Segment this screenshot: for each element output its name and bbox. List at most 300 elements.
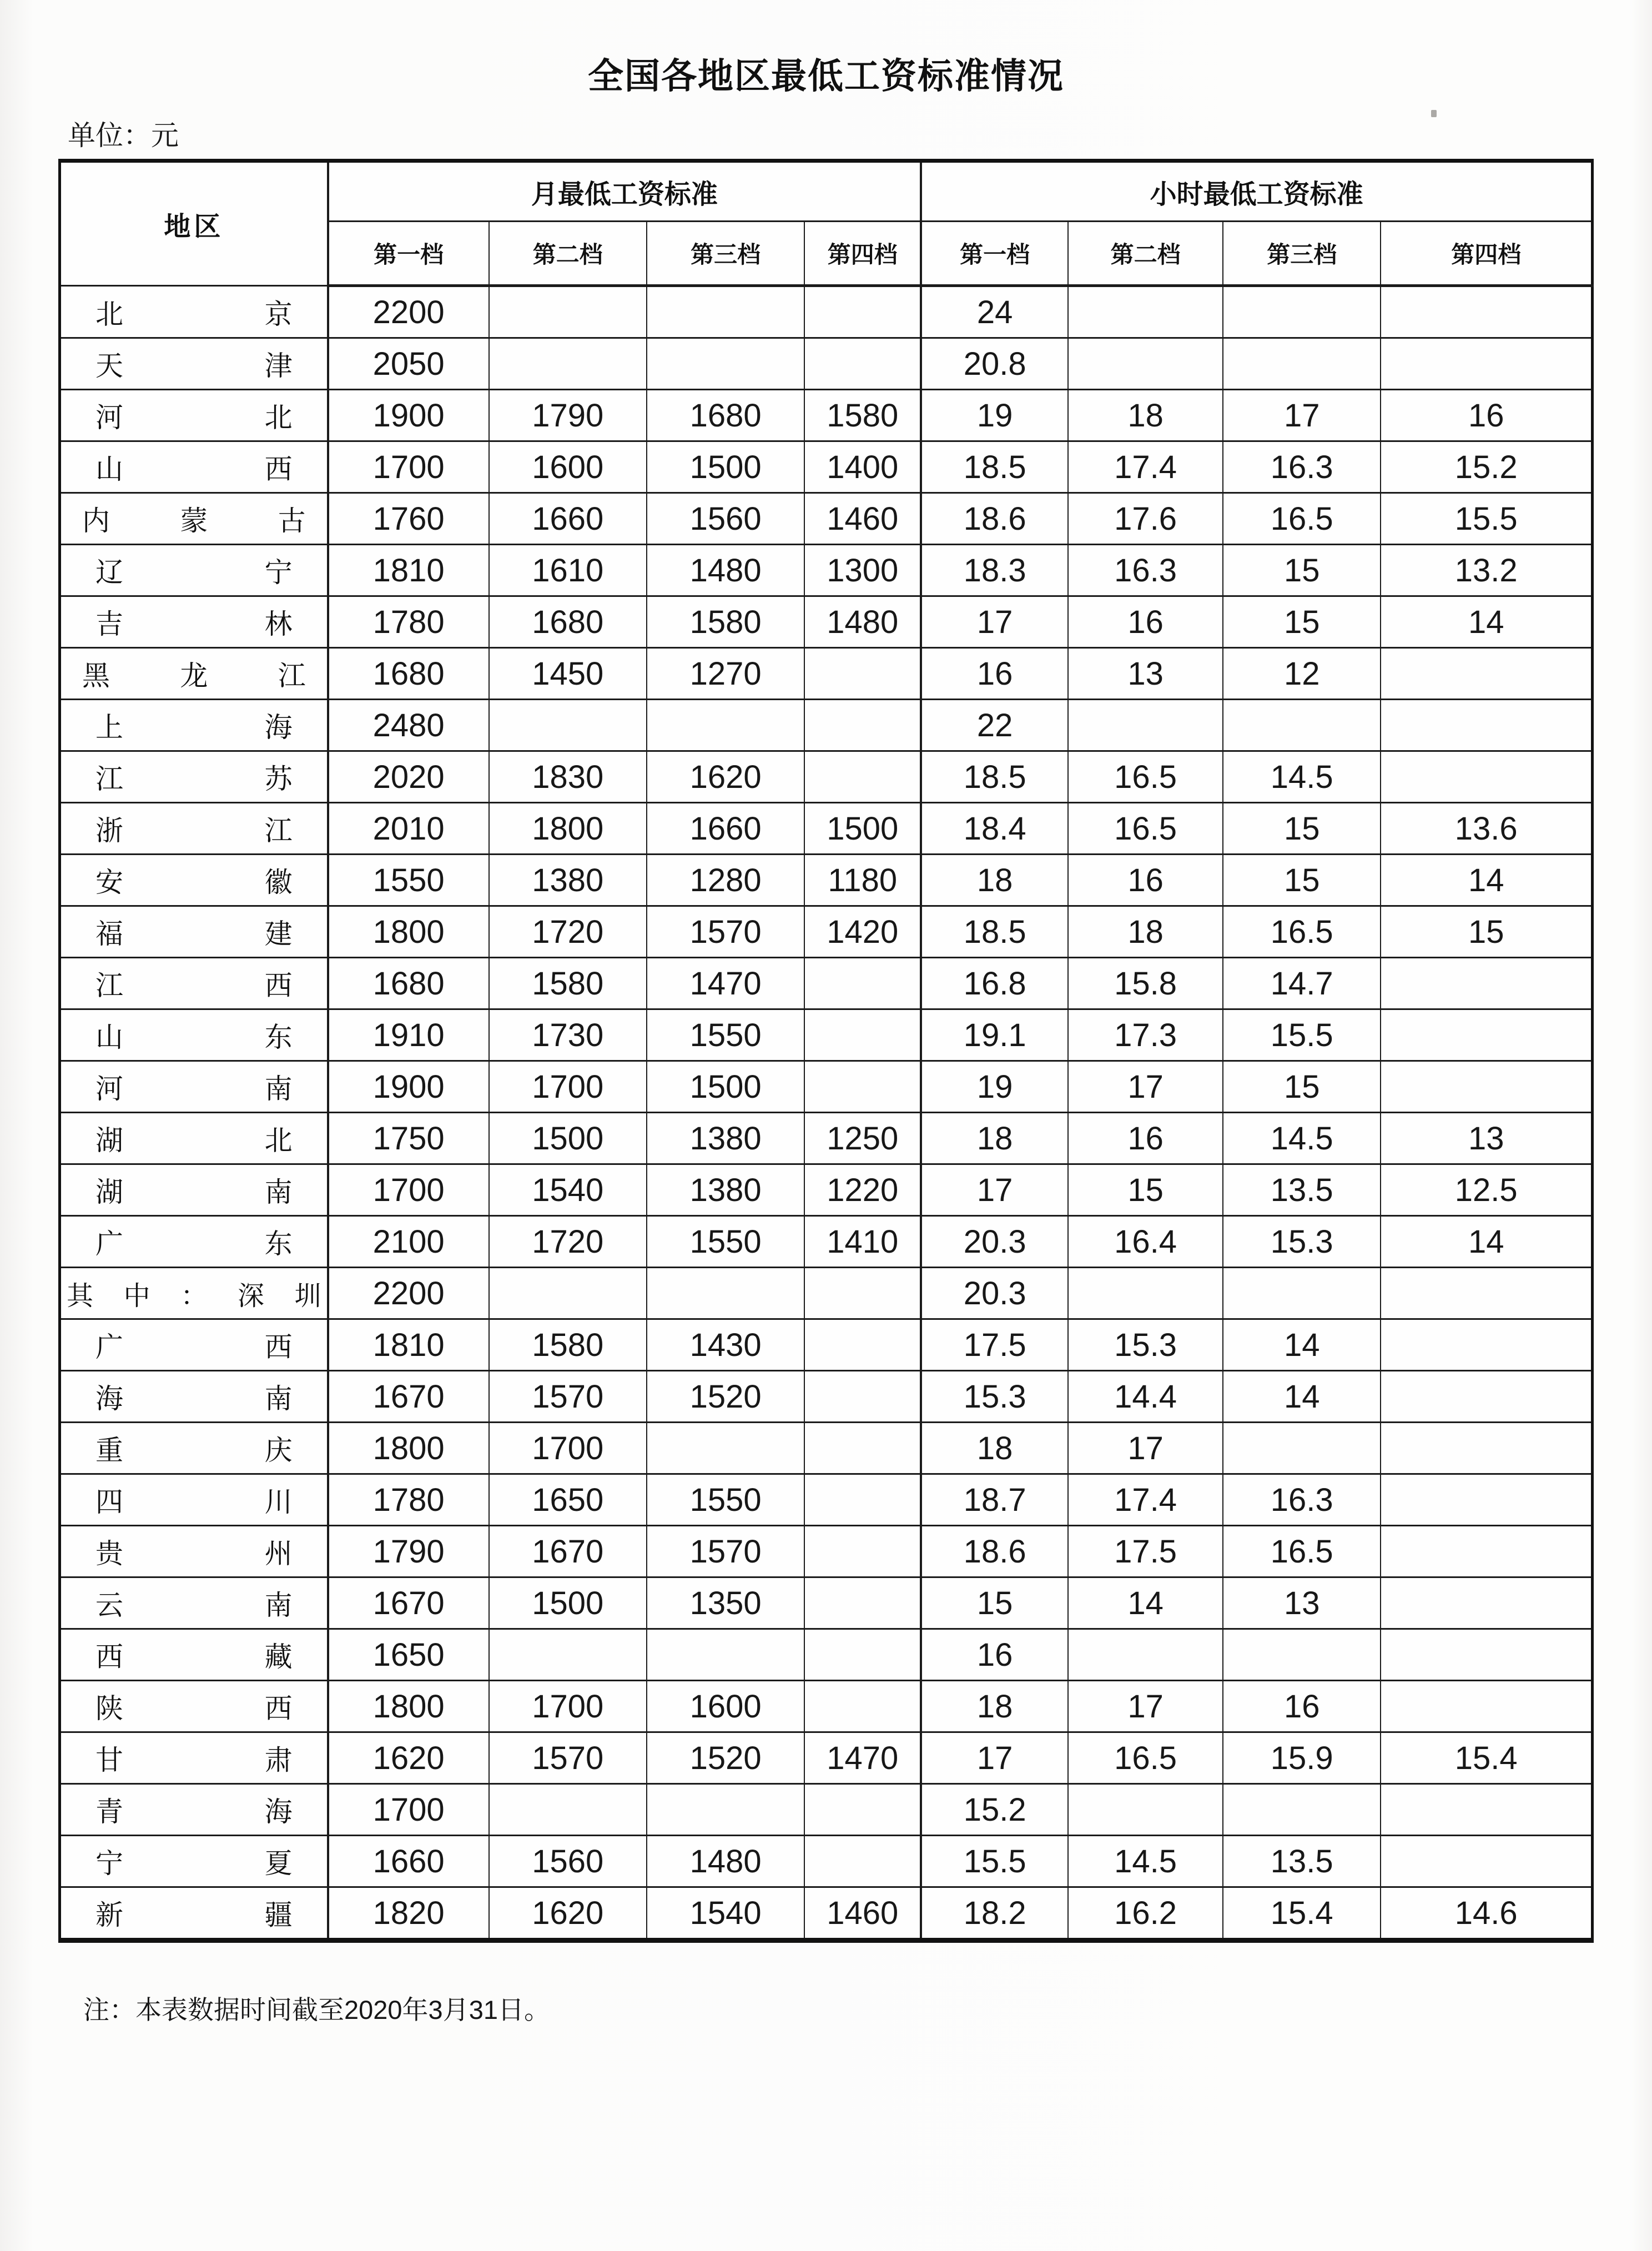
footnote: 注：本表数据时间截至2020年3月31日。 [83, 1995, 550, 2024]
monthly-tier3-value: 1570 [647, 1526, 804, 1577]
monthly-tier1-value: 2010 [328, 803, 489, 855]
hourly-tier1-value: 18 [921, 1113, 1068, 1164]
monthly-tier4-value [804, 700, 921, 751]
monthly-tier3-value: 1470 [647, 958, 804, 1009]
hourly-tier1-value: 15.5 [921, 1836, 1068, 1887]
monthly-tier2-value [489, 700, 647, 751]
hourly-tier4-value: 14.6 [1381, 1887, 1592, 1941]
hourly-tier2-value: 18 [1068, 906, 1223, 958]
monthly-tier3-value: 1350 [647, 1577, 804, 1629]
monthly-tier2-value: 1700 [489, 1061, 647, 1113]
monthly-tier1-value: 2050 [328, 338, 489, 390]
monthly-tier4-value: 1500 [804, 803, 921, 855]
monthly-tier3-value: 1380 [647, 1164, 804, 1216]
hourly-tier1-value: 16 [921, 1629, 1068, 1681]
hourly-tier3-value: 16.5 [1223, 493, 1381, 545]
monthly-tier1-value: 1550 [328, 855, 489, 906]
region-cell: 天津 [60, 338, 328, 390]
hourly-group-header: 小时最低工资标准 [921, 161, 1592, 222]
monthly-tier3-value: 1620 [647, 751, 804, 803]
monthly-group-header: 月最低工资标准 [328, 161, 921, 222]
hourly-tier4-value: 14 [1381, 596, 1592, 648]
hourly-tier1-value: 18.5 [921, 751, 1068, 803]
monthly-tier4-value: 1460 [804, 1887, 921, 1941]
hourly-tier4-value [1381, 1681, 1592, 1732]
scanned-document-page [0, 48, 1652, 2251]
monthly-tier3-value: 1270 [647, 648, 804, 700]
monthly-tier2-value: 1650 [489, 1474, 647, 1526]
monthly-tier3-value: 1550 [647, 1216, 804, 1268]
monthly-tier2-value: 1700 [489, 1423, 647, 1474]
monthly-tier4-value [804, 1268, 921, 1319]
monthly-tier2-value: 1610 [489, 545, 647, 596]
hourly-tier1-value: 18.6 [921, 493, 1068, 545]
region-cell: 云南 [60, 1577, 328, 1629]
monthly-tier2-value [489, 1784, 647, 1836]
monthly-tier1-value: 1900 [328, 390, 489, 441]
table-row [60, 1164, 1593, 1216]
hourly-tier1-value: 18.2 [921, 1887, 1068, 1941]
monthly-tier3-value: 1550 [647, 1009, 804, 1061]
monthly-tier3-value: 1480 [647, 545, 804, 596]
monthly-tier1-value: 2200 [328, 1268, 489, 1319]
hourly-tier3-value [1223, 700, 1381, 751]
region-cell: 广东 [60, 1216, 328, 1268]
table-row [60, 390, 1593, 441]
hourly-tier2-value: 17.4 [1068, 1474, 1223, 1526]
monthly-tier2-value: 1380 [489, 855, 647, 906]
monthly-tier3-value: 1660 [647, 803, 804, 855]
monthly-tier2-value [489, 1629, 647, 1681]
hourly-tier4-value [1381, 1319, 1592, 1371]
hourly-tier3-value: 16.5 [1223, 1526, 1381, 1577]
hourly-tier2-value: 17.4 [1068, 441, 1223, 493]
table-row [60, 1216, 1593, 1268]
monthly-tier1-value: 1700 [328, 441, 489, 493]
hourly-tier4-value: 15 [1381, 906, 1592, 958]
table-row [60, 1681, 1593, 1732]
monthly-tier1-value: 2100 [328, 1216, 489, 1268]
monthly-tier1-value: 1650 [328, 1629, 489, 1681]
hourly-tier4-value: 15.2 [1381, 441, 1592, 493]
monthly-tier4-value [804, 1784, 921, 1836]
region-cell: 青海 [60, 1784, 328, 1836]
hourly-tier1-value: 16 [921, 648, 1068, 700]
hourly-tier3-value: 13.5 [1223, 1836, 1381, 1887]
hourly-tier2-value: 17 [1068, 1681, 1223, 1732]
hourly-tier3-value: 14.7 [1223, 958, 1381, 1009]
monthly-tier4-value: 1480 [804, 596, 921, 648]
monthly-tier2-value: 1660 [489, 493, 647, 545]
monthly-tier1-value: 1800 [328, 1681, 489, 1732]
monthly-tier3-value: 1600 [647, 1681, 804, 1732]
hourly-tier1-value: 20.8 [921, 338, 1068, 390]
hourly-tier2-value [1068, 286, 1223, 338]
monthly-tier4-value: 1420 [804, 906, 921, 958]
monthly-tier4-value: 1460 [804, 493, 921, 545]
monthly-tier1-value: 1810 [328, 1319, 489, 1371]
table-row [60, 648, 1593, 700]
hourly-tier3-value: 14.5 [1223, 1113, 1381, 1164]
monthly-tier2-value: 1800 [489, 803, 647, 855]
monthly-tier1-value: 1780 [328, 1474, 489, 1526]
hourly-tier2-value: 16.5 [1068, 1732, 1223, 1784]
hourly-tier1-value: 20.3 [921, 1268, 1068, 1319]
monthly-tier1-value: 1670 [328, 1371, 489, 1423]
table-row [60, 1629, 1593, 1681]
monthly-tier3-value: 1480 [647, 1836, 804, 1887]
hourly-tier4-value [1381, 338, 1592, 390]
monthly-tier4-value [804, 1474, 921, 1526]
monthly-tier2-value: 1830 [489, 751, 647, 803]
table-row [60, 1474, 1593, 1526]
monthly-tier2-value: 1580 [489, 958, 647, 1009]
monthly-tier1-value: 1760 [328, 493, 489, 545]
monthly-tier1-value: 1680 [328, 648, 489, 700]
hourly-tier4-value [1381, 700, 1592, 751]
region-cell: 陕西 [60, 1681, 328, 1732]
hourly-tier3-value: 16.5 [1223, 906, 1381, 958]
table-row [60, 338, 1593, 390]
group-header-row [60, 161, 1593, 222]
hourly-tier1-value: 17.5 [921, 1319, 1068, 1371]
hourly-tier2-value: 13 [1068, 648, 1223, 700]
table-body [60, 286, 1593, 1941]
region-cell: 其中：深圳 [60, 1268, 328, 1319]
region-cell: 河北 [60, 390, 328, 441]
hourly-tier4-value [1381, 1784, 1592, 1836]
hourly-tier2-value: 16 [1068, 1113, 1223, 1164]
region-cell: 江西 [60, 958, 328, 1009]
hourly-tier2-value [1068, 1629, 1223, 1681]
monthly-tier4-value [804, 1836, 921, 1887]
table-row [60, 1268, 1593, 1319]
table-row [60, 1113, 1593, 1164]
table-row [60, 1836, 1593, 1887]
monthly-tier3-value: 1560 [647, 493, 804, 545]
monthly-tier2-value [489, 1268, 647, 1319]
monthly-tier4-value [804, 1526, 921, 1577]
hourly-tier1-value: 18.5 [921, 441, 1068, 493]
hourly-tier3-value: 15.5 [1223, 1009, 1381, 1061]
hourly-tier3-value: 15 [1223, 596, 1381, 648]
monthly-tier1-value: 1800 [328, 1423, 489, 1474]
hourly-tier4-value [1381, 1009, 1592, 1061]
region-cell: 甘肃 [60, 1732, 328, 1784]
page-title: 全国各地区最低工资标准情况 [588, 56, 1064, 96]
unit-label: 单位：元 [68, 120, 179, 151]
monthly-tier2-value: 1680 [489, 596, 647, 648]
region-cell: 新疆 [60, 1887, 328, 1941]
monthly-tier1-value: 1810 [328, 545, 489, 596]
hourly-tier4-value [1381, 1371, 1592, 1423]
region-cell: 宁夏 [60, 1836, 328, 1887]
monthly-tier1-value: 1670 [328, 1577, 489, 1629]
monthly-tier2-value: 1730 [489, 1009, 647, 1061]
hourly-tier2-value: 15.3 [1068, 1319, 1223, 1371]
region-cell: 山西 [60, 441, 328, 493]
hourly-tier1-value: 18 [921, 855, 1068, 906]
hourly-tier1-value: 17 [921, 1164, 1068, 1216]
hourly-tier3-value [1223, 286, 1381, 338]
table-row [60, 1784, 1593, 1836]
hourly-tier1-value: 18.4 [921, 803, 1068, 855]
hourly-tier1-value: 18.3 [921, 545, 1068, 596]
monthly-tier3-header: 第三档 [647, 222, 804, 286]
hourly-tier3-value [1223, 1629, 1381, 1681]
monthly-tier2-value: 1500 [489, 1577, 647, 1629]
hourly-tier2-value [1068, 700, 1223, 751]
monthly-tier2-value [489, 338, 647, 390]
hourly-tier2-value [1068, 1268, 1223, 1319]
table-row [60, 803, 1593, 855]
region-cell: 湖北 [60, 1113, 328, 1164]
table-row [60, 1009, 1593, 1061]
monthly-tier4-value [804, 958, 921, 1009]
hourly-tier4-value: 13.2 [1381, 545, 1592, 596]
monthly-tier3-value: 1430 [647, 1319, 804, 1371]
hourly-tier4-value [1381, 958, 1592, 1009]
hourly-tier1-value: 16.8 [921, 958, 1068, 1009]
monthly-tier1-value: 1700 [328, 1164, 489, 1216]
monthly-tier1-value: 1790 [328, 1526, 489, 1577]
monthly-tier4-value [804, 1371, 921, 1423]
hourly-tier4-value: 15.4 [1381, 1732, 1592, 1784]
hourly-tier1-value: 17 [921, 1732, 1068, 1784]
hourly-tier4-value [1381, 1474, 1592, 1526]
monthly-tier2-value: 1560 [489, 1836, 647, 1887]
monthly-tier3-value: 1550 [647, 1474, 804, 1526]
region-column-header: 地区 [60, 161, 328, 286]
monthly-tier4-value [804, 1577, 921, 1629]
hourly-tier2-value: 16.3 [1068, 545, 1223, 596]
table-row [60, 545, 1593, 596]
monthly-tier3-value: 1580 [647, 596, 804, 648]
monthly-tier1-value: 1700 [328, 1784, 489, 1836]
table-row [60, 958, 1593, 1009]
hourly-tier4-value [1381, 1061, 1592, 1113]
hourly-tier4-value [1381, 648, 1592, 700]
table-row [60, 493, 1593, 545]
hourly-tier2-value: 16.2 [1068, 1887, 1223, 1941]
table-row [60, 596, 1593, 648]
table-row [60, 286, 1593, 338]
hourly-tier1-value: 18.7 [921, 1474, 1068, 1526]
hourly-tier2-value [1068, 1784, 1223, 1836]
monthly-tier1-value: 1900 [328, 1061, 489, 1113]
monthly-tier2-value: 1500 [489, 1113, 647, 1164]
monthly-tier4-value [804, 751, 921, 803]
hourly-tier3-value: 13.5 [1223, 1164, 1381, 1216]
monthly-tier2-header: 第二档 [489, 222, 647, 286]
monthly-tier1-value: 2200 [328, 286, 489, 338]
table-row [60, 751, 1593, 803]
hourly-tier3-value: 13 [1223, 1577, 1381, 1629]
monthly-tier1-value: 1680 [328, 958, 489, 1009]
hourly-tier1-value: 19 [921, 390, 1068, 441]
hourly-tier3-value: 15 [1223, 1061, 1381, 1113]
monthly-tier1-value: 1820 [328, 1887, 489, 1941]
hourly-tier3-value: 16.3 [1223, 1474, 1381, 1526]
monthly-tier4-value: 1400 [804, 441, 921, 493]
monthly-tier3-value: 1680 [647, 390, 804, 441]
monthly-tier2-value: 1620 [489, 1887, 647, 1941]
hourly-tier1-value: 15.3 [921, 1371, 1068, 1423]
table-header [60, 161, 1593, 286]
table-row [60, 1423, 1593, 1474]
monthly-tier4-value [804, 1319, 921, 1371]
monthly-tier2-value: 1540 [489, 1164, 647, 1216]
table-row [60, 1577, 1593, 1629]
region-cell: 贵州 [60, 1526, 328, 1577]
region-cell: 福建 [60, 906, 328, 958]
hourly-tier4-value [1381, 286, 1592, 338]
region-cell: 海南 [60, 1371, 328, 1423]
monthly-tier3-value: 1520 [647, 1732, 804, 1784]
region-cell: 河南 [60, 1061, 328, 1113]
hourly-tier2-value: 18 [1068, 390, 1223, 441]
hourly-tier1-value: 18 [921, 1423, 1068, 1474]
monthly-tier4-value: 1250 [804, 1113, 921, 1164]
table-row [60, 441, 1593, 493]
hourly-tier3-value [1223, 1784, 1381, 1836]
hourly-tier3-value: 15 [1223, 545, 1381, 596]
hourly-tier2-value: 17.6 [1068, 493, 1223, 545]
monthly-tier3-value [647, 700, 804, 751]
hourly-tier3-value [1223, 1268, 1381, 1319]
hourly-tier4-value [1381, 1629, 1592, 1681]
monthly-tier3-value: 1380 [647, 1113, 804, 1164]
table-row [60, 1061, 1593, 1113]
hourly-tier2-header: 第二档 [1068, 222, 1223, 286]
monthly-tier3-value [647, 1784, 804, 1836]
hourly-tier4-value: 14 [1381, 855, 1592, 906]
monthly-tier2-value: 1570 [489, 1732, 647, 1784]
hourly-tier3-value: 14 [1223, 1371, 1381, 1423]
table-row [60, 1526, 1593, 1577]
hourly-tier3-header: 第三档 [1223, 222, 1381, 286]
monthly-tier4-value: 1580 [804, 390, 921, 441]
hourly-tier2-value: 17.3 [1068, 1009, 1223, 1061]
hourly-tier1-value: 20.3 [921, 1216, 1068, 1268]
table-row [60, 1732, 1593, 1784]
monthly-tier3-value [647, 1629, 804, 1681]
region-cell: 西藏 [60, 1629, 328, 1681]
hourly-tier1-value: 18.6 [921, 1526, 1068, 1577]
region-cell: 北京 [60, 286, 328, 338]
hourly-tier3-value [1223, 338, 1381, 390]
monthly-tier3-value: 1280 [647, 855, 804, 906]
hourly-tier3-value: 12 [1223, 648, 1381, 700]
hourly-tier4-value: 15.5 [1381, 493, 1592, 545]
hourly-tier2-value: 17 [1068, 1061, 1223, 1113]
hourly-tier2-value: 16 [1068, 855, 1223, 906]
table-row [60, 1319, 1593, 1371]
hourly-tier3-value: 17 [1223, 390, 1381, 441]
monthly-tier3-value: 1570 [647, 906, 804, 958]
hourly-tier2-value: 16.5 [1068, 803, 1223, 855]
hourly-tier3-value: 14 [1223, 1319, 1381, 1371]
monthly-tier2-value: 1600 [489, 441, 647, 493]
scan-artifact [1431, 110, 1437, 117]
region-cell: 黑龙江 [60, 648, 328, 700]
table-row [60, 1887, 1593, 1941]
hourly-tier2-value: 16.4 [1068, 1216, 1223, 1268]
hourly-tier3-value [1223, 1423, 1381, 1474]
hourly-tier3-value: 15.3 [1223, 1216, 1381, 1268]
hourly-tier3-value: 15.9 [1223, 1732, 1381, 1784]
minimum-wage-table [58, 159, 1594, 1943]
monthly-tier3-value [647, 338, 804, 390]
monthly-tier4-header: 第四档 [804, 222, 921, 286]
hourly-tier2-value: 16 [1068, 596, 1223, 648]
monthly-tier1-value: 2480 [328, 700, 489, 751]
hourly-tier4-value [1381, 1577, 1592, 1629]
monthly-tier4-value: 1180 [804, 855, 921, 906]
table-row [60, 1371, 1593, 1423]
hourly-tier3-value: 14.5 [1223, 751, 1381, 803]
hourly-tier4-value [1381, 1526, 1592, 1577]
region-cell: 安徽 [60, 855, 328, 906]
monthly-tier3-value [647, 286, 804, 338]
region-cell: 重庆 [60, 1423, 328, 1474]
hourly-tier2-value: 14.4 [1068, 1371, 1223, 1423]
monthly-tier1-value: 1800 [328, 906, 489, 958]
hourly-tier1-value: 22 [921, 700, 1068, 751]
monthly-tier2-value: 1790 [489, 390, 647, 441]
monthly-tier4-value: 1300 [804, 545, 921, 596]
hourly-tier1-value: 18.5 [921, 906, 1068, 958]
hourly-tier3-value: 16 [1223, 1681, 1381, 1732]
monthly-tier1-header: 第一档 [328, 222, 489, 286]
hourly-tier2-value: 14 [1068, 1577, 1223, 1629]
hourly-tier4-value [1381, 1836, 1592, 1887]
hourly-tier4-value [1381, 1423, 1592, 1474]
hourly-tier4-header: 第四档 [1381, 222, 1592, 286]
table-row [60, 906, 1593, 958]
monthly-tier1-value: 1910 [328, 1009, 489, 1061]
monthly-tier4-value [804, 1629, 921, 1681]
monthly-tier1-value: 1750 [328, 1113, 489, 1164]
hourly-tier2-value: 14.5 [1068, 1836, 1223, 1887]
hourly-tier2-value: 17 [1068, 1423, 1223, 1474]
hourly-tier1-header: 第一档 [921, 222, 1068, 286]
hourly-tier1-value: 19 [921, 1061, 1068, 1113]
monthly-tier3-value [647, 1268, 804, 1319]
monthly-tier1-value: 1780 [328, 596, 489, 648]
hourly-tier4-value: 13.6 [1381, 803, 1592, 855]
region-cell: 吉林 [60, 596, 328, 648]
hourly-tier1-value: 15 [921, 1577, 1068, 1629]
hourly-tier3-value: 16.3 [1223, 441, 1381, 493]
hourly-tier2-value [1068, 338, 1223, 390]
monthly-tier3-value: 1540 [647, 1887, 804, 1941]
table-row [60, 855, 1593, 906]
region-cell: 湖南 [60, 1164, 328, 1216]
monthly-tier4-value [804, 648, 921, 700]
monthly-tier1-value: 1660 [328, 1836, 489, 1887]
monthly-tier4-value: 1410 [804, 1216, 921, 1268]
hourly-tier2-value: 16.5 [1068, 751, 1223, 803]
region-cell: 江苏 [60, 751, 328, 803]
hourly-tier2-value: 15.8 [1068, 958, 1223, 1009]
hourly-tier3-value: 15 [1223, 855, 1381, 906]
hourly-tier3-value: 15.4 [1223, 1887, 1381, 1941]
monthly-tier2-value [489, 286, 647, 338]
region-cell: 山东 [60, 1009, 328, 1061]
table-row [60, 700, 1593, 751]
monthly-tier3-value: 1520 [647, 1371, 804, 1423]
